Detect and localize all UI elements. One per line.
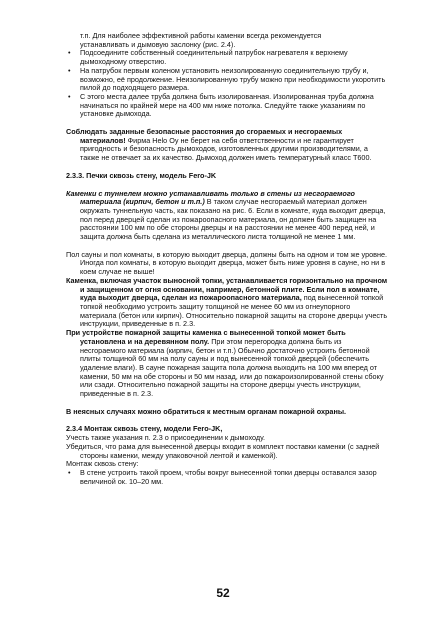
page-number: 52 [216, 586, 230, 600]
section-234-line-2: Убедиться, что рама для вынесенной дверцы входит в комплект поставки каменки (с задней стороны каменки, между упаковочной лентой и каменкой). [66, 441, 380, 460]
list-item [66, 469, 388, 486]
list-item-text: С этого места далее труба должна быть изолированная. Изолированная труба должна начинаться по крайней мере на 400 мм ниже потолка. Следуйте также указаниям по установке дымохода. [80, 91, 374, 119]
wall-text: При этом перегородка должна быть из несгораемого материала (кирпич, бетон и т.п.) Обычно достаточно устроить бетонной плиты толщиной 60 мм на полу сауны и под вынесенной топкой дверцей (обеспечить удаление влаги). В сауне пожарная защита пола должна выходить на 100 мм вперед от каменки, 50 мм на обе стороны и 50 мм назад, или до пожароизолированной стены сбоку или сзади. Относительно пожарной защиты на стороне дверцы учесть инструкции, приведенные в п. 2.3. [80, 336, 384, 399]
section-234-line-3: Монтаж сквозь стену: [66, 459, 139, 469]
bullet-icon: • [68, 467, 71, 477]
continuation-line-2: устанавливать и дымовую заслонку (рис. 2.4). [80, 39, 236, 49]
tunnel-bold-italic: Каменки с туннелем можно устанавливать только в стены из несгораемого материала (кирпич, бетон и т.п.) [66, 188, 355, 207]
continuation-line-1: т.п. Для наиболее эффективной работы каменки всегда рекомендуется [80, 31, 322, 40]
list-item [66, 67, 388, 93]
section-heading-234: 2.3.4 Монтаж сквозь стену, модели Fero-JK, [66, 424, 223, 434]
section-234-line-1: Учесть также указания п. 2.3 о присоединении к дымоходу. [66, 433, 266, 443]
floor-paragraph: Пол сауны и пол комнаты, в которую выходит дверца, должны быть на одном и том же уровне. Иногда пол комнаты, в которую выходит дверца, может быть ниже уровня в сауне, но ни в коем случае не выше! [66, 249, 388, 277]
stone-text: под вынесенной топкой топкой необходимо устроить защиту толщиной не менее 60 мм из огнеупорного материала (бетон или кирпич). Относительно пожарной защиты на стороне дверцы учесть инструкции, приведенные в п. 2.3. [80, 293, 388, 329]
tunnel-text: В таком случае несгораемый материал должен окружать туннельную часть, как показано на рис. 6. Если в комнате, куда выходит дверца, пол перед дверцей сделан из пожароопасного материала, он должен быть защищен на расстоянии 100 мм по обе стороны дверцы и на расстоянии не менее 400 перед ней, и защита должна быть сделана из металлического листа толщиной не менее 1 мм. [80, 197, 386, 242]
list-item-text: В стене устроить такой проем, чтобы вокруг вынесенной топки дверцы оставался зазор величиной ок. 10–20 мм. [80, 467, 377, 486]
unclear-cases-note: В неясных случаях можно обратиться к местным органам пожарной охраны. [66, 406, 347, 416]
bullet-icon: • [68, 65, 71, 75]
wall-paragraph [66, 329, 388, 399]
page-content [66, 32, 388, 486]
tunnel-paragraph [66, 190, 388, 242]
bullet-icon: • [68, 91, 71, 101]
list-item-text: На патрубок первым коленом установить неизолированную соединительную трубу и, возможно, её продолжение. Неизолированную трубу можно при необходимости укоротить пилой до подходящего размера. [80, 65, 386, 93]
list-item [66, 49, 388, 66]
safety-text: Фирма Helo Oy не берет на себя ответственности и не гарантирует пригодность и безопасность дымоходов, изготовленных другими производителями, а также не отвечает за их качество. Дымоход должен иметь температурный класс Т600. [80, 135, 372, 163]
stone-bold: Каменка, включая участок выносной топки, устанавливается горизонтально на прочном и защищенном от огня основании, например, бетонной плите. Если пол в комнате, куда выходит дверца, сделан из пожароопасного материала, [66, 275, 388, 303]
wall-bold: При устройстве пожарной защиты каменка с вынесенной топкой может быть установлена и на деревянном полу. [66, 328, 346, 346]
bullet-icon: • [68, 48, 71, 58]
safety-bold: Соблюдать заданные безопасные расстояния до сгораемых и несгораемых материалов! [66, 127, 343, 145]
section-heading-233: 2.3.3. Печки сквозь стену, модель Fero-JK [66, 170, 217, 180]
list-item-text: Подсоедините собственный соединительный патрубок нагревателя к верхнему дымоходному отверстию. [80, 48, 348, 67]
list-item [66, 93, 388, 119]
safety-paragraph [66, 128, 388, 163]
stone-paragraph [66, 277, 388, 329]
